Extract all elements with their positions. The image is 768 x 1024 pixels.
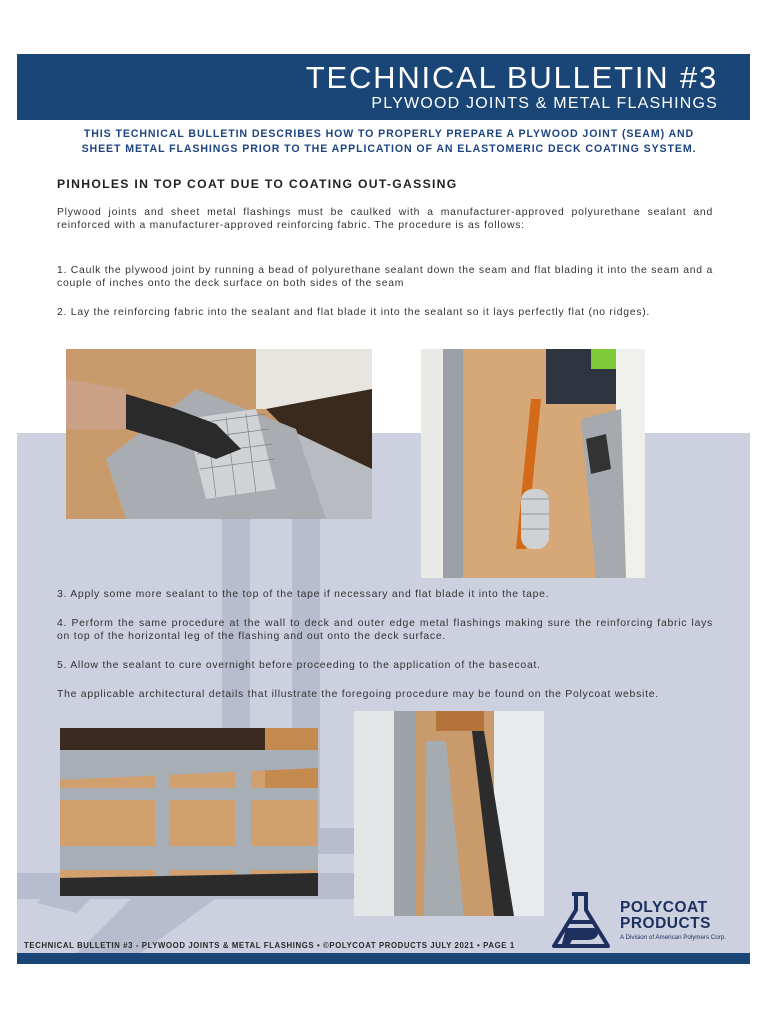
paragraph-step-3: 3. Apply some more sealant to the top of the tape if necessary and flat blade it into the tape. <box>57 589 550 600</box>
paragraph-step-2: 2. Lay the reinforcing fabric into the sealant and flat blade it into the sealant so it lays perfectly flat (no ridges). <box>57 307 651 318</box>
footer-bar <box>17 953 750 964</box>
paragraph-step-1: 1. Caulk the plywood joint by running a bead of polyurethane sealant down the seam and flat blading it into the seam and a couple of inches onto the deck surface on both sides of the seam <box>57 265 713 290</box>
photo-completed-seams <box>60 728 318 896</box>
bulletin-title: TECHNICAL BULLETIN #3 <box>305 60 718 95</box>
footer-text: TECHNICAL BULLETIN #3 - PLYWOOD JOINTS & METAL FLASHINGS • ©POLYCOAT PRODUCTS JULY 2021 • PAGE 1 <box>24 941 515 950</box>
paragraph-step-5: 5. Allow the sealant to cure overnight before proceeding to the application of the basecoat. <box>57 660 541 671</box>
paragraph-step-4: 4. Perform the same procedure at the wall to deck and outer edge metal flashings making sure the reinforcing fabric lays on top of the horizontal leg of the flashing and out onto the deck surface. <box>57 618 713 643</box>
intro-line-2: SHEET METAL FLASHINGS PRIOR TO THE APPLICATION OF AN ELASTOMERIC DECK COATING SYSTEM. <box>81 143 697 155</box>
polycoat-logo <box>548 890 748 950</box>
logo-name-line-1: POLYCOAT <box>620 899 708 916</box>
intro-line-1: THIS TECHNICAL BULLETIN DESCRIBES HOW TO PROPERLY PREPARE A PLYWOOD JOINT (SEAM) AND <box>83 128 695 140</box>
bulletin-subtitle: PLYWOOD JOINTS & METAL FLASHINGS <box>371 95 718 112</box>
logo-wordmark <box>620 900 711 932</box>
logo-tagline: A Division of American Polymers Corp. <box>620 934 726 941</box>
header-bar <box>17 54 750 120</box>
paragraph-intro: Plywood joints and sheet metal flashings must be caulked with a manufacturer-approved polyurethane sealant and reinforced with a manufacturer-approved reinforcing fabric. The procedure is as follows: <box>57 207 713 232</box>
photo-walkway-deck <box>354 711 544 916</box>
photo-fabric-application <box>66 349 372 519</box>
logo-name-line-2: PRODUCTS <box>620 915 711 932</box>
paragraph-closing: The applicable architectural details that illustrate the foregoing procedure may be found on the Polycoat website. <box>57 689 659 700</box>
photo-deck-caulk-gun <box>421 349 645 578</box>
flask-p-logo-icon <box>548 890 614 950</box>
section-heading: PINHOLES IN TOP COAT DUE TO COATING OUT-GASSING <box>57 177 458 191</box>
intro-text <box>44 127 734 157</box>
